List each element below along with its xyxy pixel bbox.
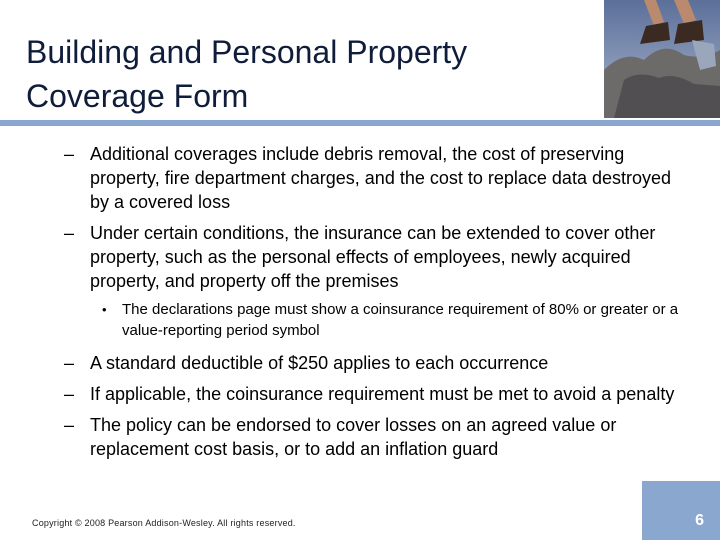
list-item-text: The policy can be endorsed to cover losses on an agreed value or replacement cost basis, or to add an inflation guard bbox=[90, 415, 617, 459]
title-divider bbox=[0, 120, 720, 126]
page-number-box bbox=[642, 481, 720, 540]
list-item-text: If applicable, the coinsurance requirement must be met to avoid a penalty bbox=[90, 384, 675, 404]
dash-marker: – bbox=[64, 353, 75, 373]
slide-title bbox=[26, 30, 586, 118]
dash-marker: – bbox=[64, 415, 75, 435]
page-number: 6 bbox=[695, 512, 704, 529]
list-item bbox=[64, 142, 694, 214]
copyright-notice: Copyright © 2008 Pearson Addison-Wesley. All rights reserved. bbox=[32, 518, 296, 528]
dash-marker: – bbox=[64, 223, 75, 243]
list-item bbox=[64, 382, 694, 406]
dash-marker: – bbox=[64, 384, 75, 404]
list-item-text: Additional coverages include debris removal, the cost of preserving property, fire department charges, and the cost to replace data destroyed by a covered loss bbox=[90, 144, 672, 212]
bullet-list bbox=[64, 142, 694, 468]
slide-title-line1: Building and Personal Property bbox=[26, 34, 468, 70]
list-item-text: A standard deductible of $250 applies to each occurrence bbox=[90, 353, 549, 373]
list-item bbox=[64, 221, 694, 293]
hiker-photo bbox=[604, 0, 720, 118]
dash-marker: – bbox=[64, 144, 75, 164]
slide-title-line2: Coverage Form bbox=[26, 78, 249, 114]
list-item-text: Under certain conditions, the insurance can be extended to cover other property, such as the personal effects of employees, newly acquired property, and property off the premises bbox=[90, 223, 656, 291]
title-band bbox=[0, 0, 720, 125]
list-item bbox=[64, 351, 694, 375]
hiker-on-rock-photo-icon bbox=[604, 0, 720, 118]
list-item-text: The declarations page must show a coinsurance requirement of 80% or greater or a value-reporting period symbol bbox=[122, 301, 679, 339]
sub-list-item bbox=[64, 299, 694, 341]
list-item bbox=[64, 413, 694, 461]
bullet-marker: • bbox=[102, 302, 107, 317]
